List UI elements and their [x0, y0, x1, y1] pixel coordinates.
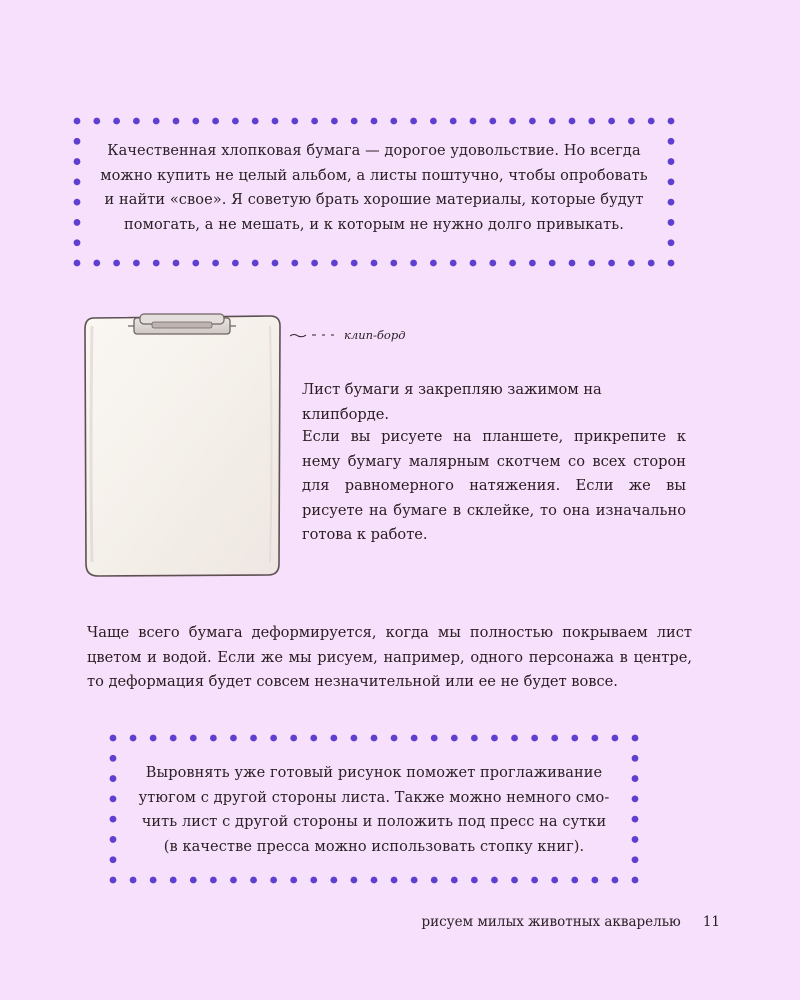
border-dot	[471, 877, 478, 884]
border-dot	[110, 775, 117, 782]
border-dot	[470, 260, 477, 267]
border-dot	[411, 735, 418, 742]
border-dot	[668, 138, 675, 145]
border-dot	[272, 118, 279, 125]
border-dot	[74, 178, 81, 185]
border-dot	[390, 260, 397, 267]
border-dot	[153, 260, 160, 267]
border-dot	[632, 735, 639, 742]
border-dot	[250, 877, 257, 884]
border-dot	[130, 877, 137, 884]
border-dot	[130, 735, 137, 742]
paragraph-deformation: Чаще всего бумага деформируется, когда мы полностью покрываем лист цветом и водой. Если же мы рисуем, например, одного персонажа в центре, то деформация будет совсем незначительной или ее не будет вовсе.	[87, 624, 692, 690]
border-dot	[588, 260, 595, 267]
border-dot	[608, 260, 615, 267]
border-dot	[110, 816, 117, 823]
border-dot	[110, 836, 117, 843]
border-dot	[588, 118, 595, 125]
border-dot	[531, 735, 538, 742]
border-dot	[371, 735, 378, 742]
border-dot	[212, 260, 219, 267]
border-dot	[371, 118, 378, 125]
border-dot	[310, 735, 317, 742]
border-dot	[571, 877, 578, 884]
border-dot	[648, 260, 655, 267]
border-dot	[351, 877, 358, 884]
border-dot	[471, 735, 478, 742]
border-dot	[270, 877, 277, 884]
border-dot	[371, 877, 378, 884]
border-dot	[252, 118, 259, 125]
border-dot	[430, 260, 437, 267]
border-dot	[170, 877, 177, 884]
tip-box-top-text: Качественная хлопковая бумага — дорогое удовольствие. Но всегда можно купить не целый альбом, а листы поштучно, чтобы опробовать и найти «свое». Я советую брать хорошие материалы, которые будут помогать, а не мешать, и к которым не нужно долго привыкать.	[100, 143, 648, 233]
border-dot	[491, 877, 498, 884]
border-dot	[74, 260, 81, 267]
border-dot	[569, 118, 576, 125]
border-dot	[511, 735, 518, 742]
border-dot	[291, 118, 298, 125]
border-dot	[668, 158, 675, 165]
border-dot	[210, 735, 217, 742]
border-dot	[489, 118, 496, 125]
border-dot	[74, 118, 81, 125]
border-dot	[113, 260, 120, 267]
border-dot	[74, 219, 81, 226]
border-dot	[133, 118, 140, 125]
border-dot	[431, 735, 438, 742]
border-dot	[549, 260, 556, 267]
border-dot	[311, 260, 318, 267]
border-dot	[430, 118, 437, 125]
border-dot	[192, 118, 199, 125]
border-dot	[410, 118, 417, 125]
border-dot	[511, 877, 518, 884]
clipboard-label-text: клип-борд	[344, 328, 406, 342]
border-dot	[668, 260, 675, 267]
paragraph-tablet: Если вы рисуете на планшете, прикрепите к нему бумагу малярным скотчем со всех сторон для равномерного натяжения. Если же вы рисуете на бумаге в склейке, то она изначально готова к работе.	[302, 428, 686, 543]
border-dot	[648, 118, 655, 125]
border-dot	[330, 877, 337, 884]
border-dot	[250, 735, 257, 742]
border-dot	[668, 178, 675, 185]
border-dot	[192, 260, 199, 267]
page-footer	[421, 914, 720, 930]
border-dot	[190, 877, 197, 884]
border-dot	[190, 735, 197, 742]
border-dot	[74, 239, 81, 246]
border-dot	[113, 118, 120, 125]
tip-box-top	[74, 118, 674, 266]
border-dot	[591, 735, 598, 742]
border-dot	[531, 877, 538, 884]
border-dot	[150, 877, 157, 884]
border-dot	[290, 877, 297, 884]
clipboard-illustration	[80, 312, 284, 580]
border-dot	[252, 260, 259, 267]
border-dot	[150, 735, 157, 742]
border-dot	[391, 877, 398, 884]
border-dot	[291, 260, 298, 267]
border-dot	[230, 735, 237, 742]
border-dot	[551, 735, 558, 742]
border-dot	[608, 118, 615, 125]
border-dot	[110, 856, 117, 863]
clipboard-label	[290, 328, 405, 342]
border-dot	[74, 199, 81, 206]
border-dot	[591, 877, 598, 884]
border-dot	[509, 118, 516, 125]
border-dot	[632, 856, 639, 863]
border-dot	[351, 735, 358, 742]
border-dot	[551, 877, 558, 884]
border-dot	[311, 118, 318, 125]
border-dot	[170, 735, 177, 742]
border-dot	[74, 158, 81, 165]
border-dot	[351, 260, 358, 267]
border-dot	[632, 836, 639, 843]
border-dot	[632, 816, 639, 823]
border-dot	[632, 775, 639, 782]
border-dot	[110, 755, 117, 762]
border-dot	[451, 877, 458, 884]
border-dot	[310, 877, 317, 884]
border-dot	[331, 118, 338, 125]
border-dot	[549, 118, 556, 125]
border-dot	[93, 118, 100, 125]
border-dot	[410, 260, 417, 267]
border-dot	[668, 199, 675, 206]
border-dot	[270, 735, 277, 742]
tip-box-bottom	[110, 735, 638, 883]
border-dot	[450, 260, 457, 267]
border-dot	[230, 877, 237, 884]
border-dot	[491, 735, 498, 742]
border-dot	[450, 118, 457, 125]
border-dot	[632, 795, 639, 802]
page-number: 11	[702, 914, 720, 930]
border-dot	[173, 260, 180, 267]
border-dot	[529, 118, 536, 125]
border-dot	[571, 735, 578, 742]
border-dot	[110, 795, 117, 802]
border-dot	[632, 755, 639, 762]
border-dot	[153, 118, 160, 125]
border-dot	[470, 118, 477, 125]
border-dot	[628, 260, 635, 267]
border-dot	[110, 735, 117, 742]
border-dot	[632, 877, 639, 884]
running-title: рисуем милых животных акварелью	[421, 914, 681, 930]
border-dot	[371, 260, 378, 267]
border-dot	[210, 877, 217, 884]
border-dot	[93, 260, 100, 267]
border-dot	[451, 735, 458, 742]
border-dot	[489, 260, 496, 267]
border-dot	[668, 219, 675, 226]
border-dot	[509, 260, 516, 267]
border-dot	[74, 138, 81, 145]
border-dot	[529, 260, 536, 267]
border-dot	[612, 877, 619, 884]
border-dot	[330, 735, 337, 742]
tip-box-bottom-text: Выровнять уже готовый рисунок поможет проглаживание утюгом с другой стороны листа. Также можно немного смо- чить лист с другой стороны и положить под пресс на сутки (в качестве пресса можно использовать стопку книг).	[138, 765, 610, 855]
border-dot	[351, 118, 358, 125]
border-dot	[290, 735, 297, 742]
border-dot	[628, 118, 635, 125]
border-dot	[411, 877, 418, 884]
border-dot	[569, 260, 576, 267]
border-dot	[431, 877, 438, 884]
border-dot	[173, 118, 180, 125]
border-dot	[612, 735, 619, 742]
border-dot	[391, 735, 398, 742]
border-dot	[232, 260, 239, 267]
leader-line-icon	[290, 331, 338, 339]
border-dot	[668, 118, 675, 125]
border-dot	[232, 118, 239, 125]
border-dot	[133, 260, 140, 267]
border-dot	[212, 118, 219, 125]
paragraph-clip: Лист бумаги я закрепляю зажимом на клипборде.	[302, 381, 602, 423]
border-dot	[110, 877, 117, 884]
border-dot	[668, 239, 675, 246]
border-dot	[272, 260, 279, 267]
border-dot	[331, 260, 338, 267]
border-dot	[390, 118, 397, 125]
